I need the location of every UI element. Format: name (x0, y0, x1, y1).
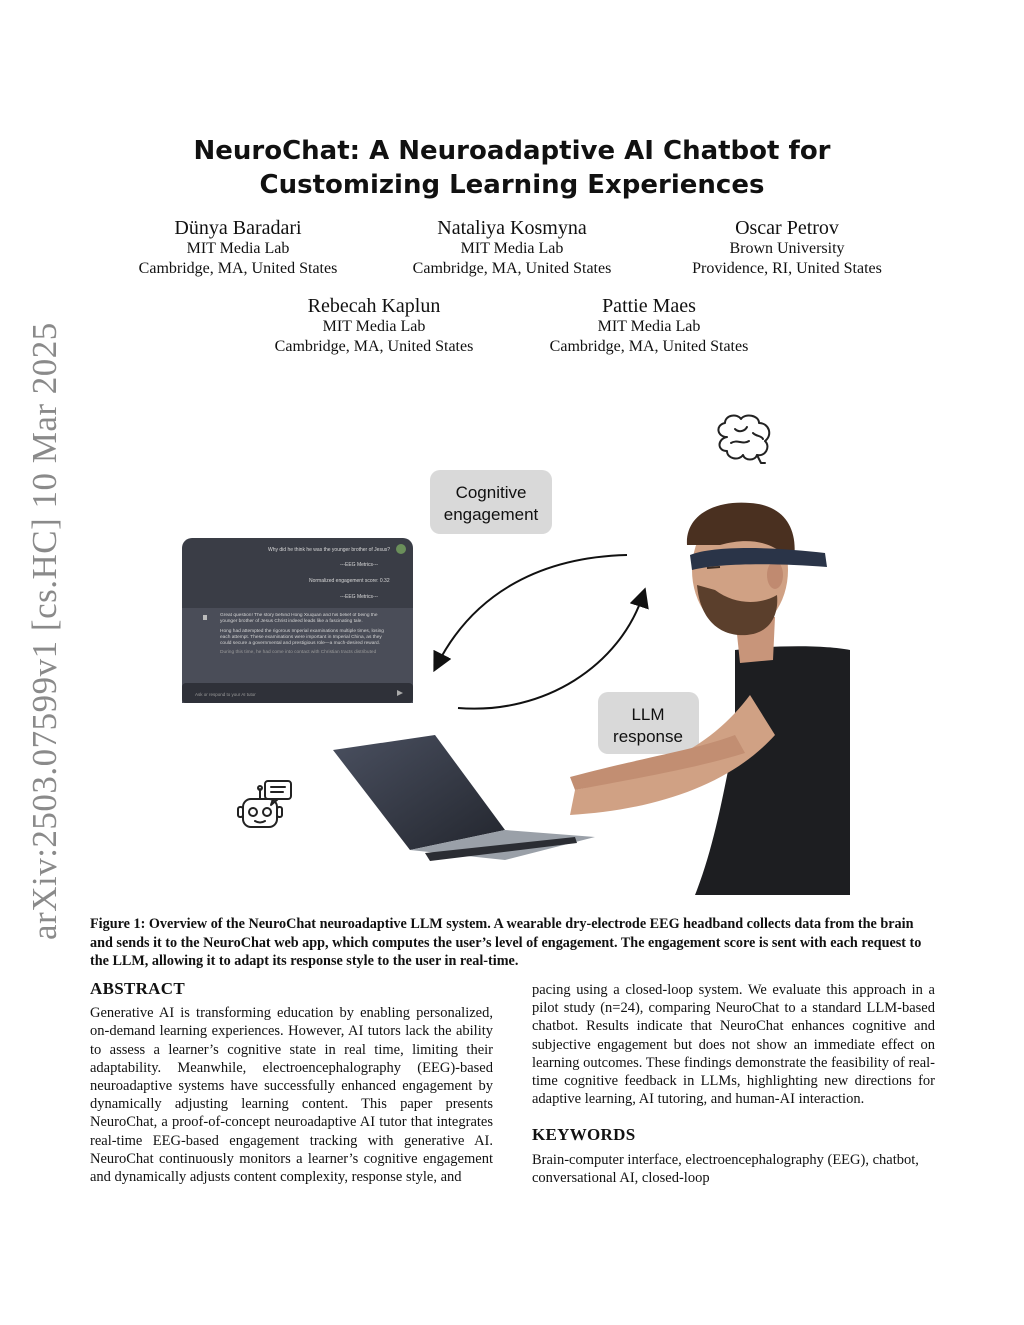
author-block (667, 217, 907, 279)
author-location: Providence, RI, United States (692, 260, 882, 277)
author-block (254, 295, 494, 357)
chat-reply-paragraph: Great question! The story behind Hong Xiuquan and his belief of being the younger brother of Jesus Christ indeed leads like a fascinating tale. (220, 613, 378, 625)
chat-reply-paragraph: During this time, he had come into contact with Christian tracts distributed (220, 650, 377, 656)
chat-eeg-metrics: ---EEG Metrics--- (340, 594, 379, 600)
author-block (118, 217, 358, 279)
keywords-text: Brain-computer interface, electroencephalography (EEG), chatbot, conversational AI, closed-loop (532, 1151, 919, 1186)
author-block (392, 217, 632, 279)
chat-window-screenshot (182, 538, 413, 703)
chat-user-question: Why did he think he was the younger brother of Jesus? (268, 547, 391, 553)
author-name: Dünya Baradari (174, 217, 302, 239)
abstract-left-column (90, 980, 493, 1186)
author-location: Cambridge, MA, United States (274, 338, 474, 355)
author-affiliation: MIT Media Lab (186, 240, 290, 257)
cognitive-engagement-label (430, 470, 552, 534)
paper-title: NeuroChat: A Neuroadaptive AI Chatbot for Customizing Learning Experiences (193, 136, 831, 200)
keywords-heading: KEYWORDS (532, 1125, 636, 1145)
chat-engagement-score: Normalized engagement score: 0.32 (309, 578, 390, 584)
arxiv-identifier: arXiv:2503.07599v1 [cs.HC] 10 Mar 2025 (25, 322, 64, 940)
author-location: Cambridge, MA, United States (549, 338, 749, 355)
author-name: Oscar Petrov (735, 217, 839, 239)
arrow-to-chat (437, 555, 627, 665)
abstract-right-column (532, 981, 935, 1187)
neurochat-overview-figure (175, 405, 855, 900)
author-location: Cambridge, MA, United States (138, 260, 338, 277)
abstract-text-part1: Generative AI is transforming education by enabling personalized, on-demand learning experiences. However, AI tutors lack the ability to assess a learner’s cognitive state in real time, limiting their adaptability. Meanwhile, electroencephalography (EEG)-based neuroadaptive systems have successfully enhanced engagement by dynamically adjusting learning content. This paper presents NeuroChat, a proof-of-concept neuroadaptive AI tutor that integrates real-time EEG-based engagement tracking with generative AI. NeuroChat continuously monitors a learner’s cognitive engagement and dynamically adjusts content complexity, response style, and (90, 1005, 493, 1186)
author-affiliation: MIT Media Lab (322, 318, 426, 335)
chat-reply-paragraph: Hong had attempted the rigorous Imperial examinations multiple times, losing each attempt. These examinations were important in Imperial China, as they could secure a governmental and prestigious role—a much-desired reward. (220, 628, 384, 647)
laptop (333, 735, 595, 861)
author-name: Nataliya Kosmyna (437, 217, 587, 239)
author-location: Cambridge, MA, United States (412, 260, 612, 277)
abstract-text-part2: pacing using a closed-loop system. We evaluate this approach in a pilot study (n=24), comparing NeuroChat to a standard LLM-based chatbot. Results indicate that NeuroChat enhances cognitive and subjective engagement but does not show an immediate effect on learning outcomes. These findings demonstrate the feasibility of real-time cognitive feedback in LLMs, highlighting new directions for adaptive learning, AI tutoring, and human-AI interaction. (532, 982, 935, 1108)
abstract-heading: ABSTRACT (90, 979, 185, 998)
brain-icon (718, 416, 769, 463)
label-line: Cognitive (455, 483, 527, 502)
figure-caption: Figure 1: Overview of the NeuroChat neuroadaptive LLM system. A wearable dry-electrode EEG headband collects data from the brain and sends it to the NeuroChat web app, which computes the user’s level of engagement. The engagement score is sent with each request to the LLM, allowing it to adapt its response style to the user in real-time. (90, 916, 922, 969)
label-line: engagement (443, 505, 539, 524)
author-affiliation: Brown University (729, 240, 845, 257)
label-line: LLM (631, 705, 665, 724)
author-affiliation: MIT Media Lab (460, 240, 564, 257)
author-affiliation: MIT Media Lab (597, 318, 701, 335)
author-name: Pattie Maes (602, 295, 696, 317)
arrow-to-headband (458, 595, 643, 709)
robot-chatbot-icon (238, 781, 291, 827)
label-line: response (613, 727, 683, 746)
chat-eeg-metrics: ---EEG Metrics--- (340, 562, 379, 568)
author-block (529, 295, 769, 357)
llm-response-label (598, 692, 699, 754)
chat-input-placeholder: Ask or respond to your AI tutor (195, 692, 256, 697)
author-name: Rebecah Kaplun (307, 295, 441, 317)
